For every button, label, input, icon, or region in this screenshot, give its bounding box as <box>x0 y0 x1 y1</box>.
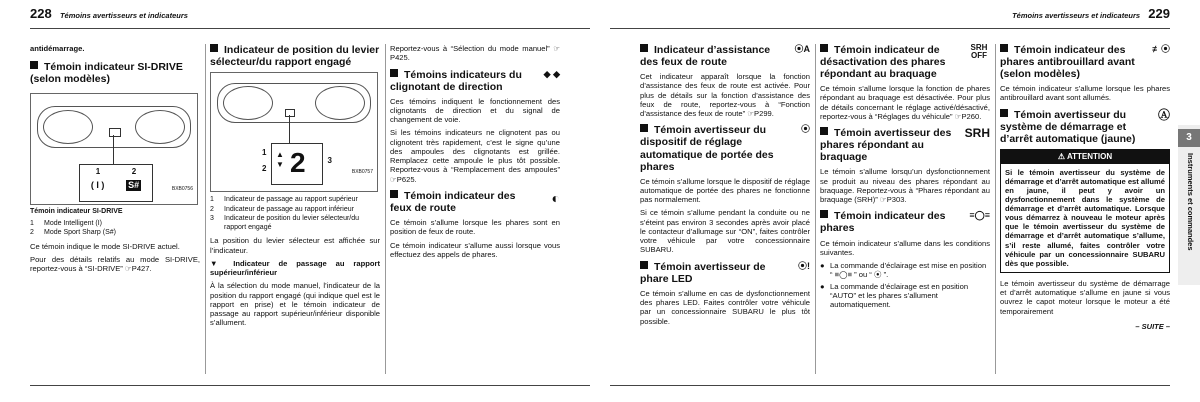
mode-s: S# <box>128 180 140 191</box>
illus-code: BXB0757 <box>351 169 373 176</box>
left-col-3 <box>390 44 560 263</box>
chapter-number: 3 <box>1178 129 1200 147</box>
gutter <box>590 0 610 402</box>
paragraph: Si les témoins indicateurs ne clignotent pas ou clignotent très rapidement, c’est le signe qu’une des ampoules des clignotants est grillée. Remplacez cette ampoule le plus tôt possible. Reportez-vous à “Remplacement des ampoules” ☞P625. <box>390 128 560 184</box>
paragraph: Ce témoin s’allume lorsque les phares sont en position de feux de route. <box>390 218 560 237</box>
section-heading: Témoin indicateur des feux de route ◐ <box>390 189 560 214</box>
headlight-indicator-icon: ≡◯≡ <box>969 210 990 221</box>
left-page <box>0 0 590 402</box>
paragraph: Reportez-vous à “Sélection du mode manuel” ☞P425. <box>390 44 560 63</box>
footer-rule <box>30 385 590 386</box>
gear-indicator-illustration: 1 2 3 ▲ ▼ 2 BXB0757 <box>210 72 378 192</box>
left-col-2 <box>210 44 380 332</box>
footer-rule <box>610 385 1170 386</box>
header-rule <box>610 28 1170 29</box>
left-col-1 <box>30 44 200 278</box>
paragraph: À la sélection du mode manuel, l’indicateur de la position du rapport engagé (qui indique quel est le rapport en prise) et le témoin indicateur de passage au rapport supérieur/inférieur disponible s’allument. <box>210 281 380 328</box>
section-heading: Indicateur d’assistance des feux de route ⦿A <box>640 44 810 69</box>
right-col-1 <box>640 44 810 330</box>
caption-item: 2 Mode Sport Sharp (S#) <box>30 229 116 237</box>
column-separator <box>205 44 206 374</box>
mode-i: ( I ) <box>90 180 105 191</box>
right-col-3 <box>1000 44 1170 331</box>
section-heading: Témoin indicateur SI-DRIVE (selon modèles) <box>30 61 183 86</box>
high-beam-assist-icon: ⦿A <box>794 44 810 54</box>
label-2: 2 <box>262 164 267 174</box>
paragraph: Si ce témoin s’allume pendant la conduite ou ne s’éteint pas environ 3 secondes après avoir placé le contacteur d’allumage sur “ON”, faites contrôler votre véhicule par votre concessionnaire SUBARU. <box>640 208 810 255</box>
paragraph: Cet indicateur apparaît lorsque la fonction d’assistance des feux de route est activée. Pour plus de détails sur la fonction d’assistance des feux de route, reportez-vous à “Fonction d’assistance des feux de route” ☞P299. <box>640 72 810 119</box>
header-rule <box>30 28 590 29</box>
paragraph: Ces témoins indiquent le fonctionnement des clignotants de direction et du signal de changement de voie. <box>390 96 560 125</box>
paragraph: Pour des détails relatifs au mode SI-DRIVE, reportez-vous à “SI-DRIVE” ☞P427. <box>30 255 200 274</box>
header-title: Témoins avertisseurs et indicateurs <box>1012 11 1141 20</box>
label-3: 3 <box>327 156 332 166</box>
paragraph: Ce témoin indique le mode SI-DRIVE actuel. <box>30 241 180 251</box>
caption-title: Témoin indicateur SI-DRIVE <box>30 208 123 216</box>
headlight-leveling-icon: ⦿ <box>800 124 810 135</box>
column-separator <box>995 44 996 374</box>
list-item: 3 Indicateur de position du levier sélecteur/du rapport engagé <box>210 215 360 231</box>
page-header-right <box>610 6 1170 26</box>
paragraph: La position du levier sélecteur est affichée sur l’indicateur. <box>210 236 380 255</box>
paragraph: Le témoin avertisseur du système de démarrage et d’arrêt automatique s’allume en jaune si vous ouvrez le capot moteur lorsque le moteur a été temporairement <box>1000 278 1170 316</box>
paragraph: Ce témoin indicateur s’allume dans les conditions suivantes. <box>820 238 990 257</box>
list-item: 2 Indicateur de passage au rapport inférieur <box>210 205 354 213</box>
srh-icon: SRH <box>964 126 990 141</box>
gear-number: 2 <box>290 147 306 179</box>
section-heading: Témoin avertisseur de phare LED ⦿! <box>640 260 810 285</box>
column-separator <box>385 44 386 374</box>
list-item: ● La commande d’éclairage est en position “AUTO” et les phares s’allument automatiquement. <box>820 281 969 309</box>
top-text: antidémarrage. <box>30 44 85 53</box>
paragraph: Ce témoin indicateur s’allume aussi lorsque vous effectuez des appels de phares. <box>390 240 560 259</box>
chapter-label: Instruments et commandes <box>1186 153 1195 251</box>
section-heading: Témoin indicateur de désactivation des phares répondant au braquage SRH OFF <box>820 44 990 80</box>
illus-code: BXB0756 <box>171 186 193 193</box>
section-heading: Témoins indicateurs du clignotant de direction ◆ ◆ <box>390 68 560 93</box>
section-heading: Indicateur de position du levier sélecteur/du rapport engagé <box>210 44 380 69</box>
led-headlight-warning-icon: ⦿! <box>798 260 810 271</box>
paragraph: Ce témoin s’allume lorsque le dispositif de réglage automatique de portée des phares ne fonctionne pas normalement. <box>640 176 810 205</box>
page-number: 228 <box>30 6 52 21</box>
chapter-tab <box>1178 125 1200 285</box>
sub-heading: ▼ Indicateur de passage au rapport supérieur/inférieur <box>210 258 380 277</box>
warning-text: Si le témoin avertisseur du système de démarrage et d’arrêt automatique est allumé en jaune, il peut y avoir un dysfonctionnement dans le système de démarrage et d’arrêt automatique. Lorsque vous démarrez à nouveau le moteur après que le témoin avertisseur du système de démarrage et d’arrêt automatique s’allume, s’il reste allumé, faites contrôler votre véhicule par un concessionnaire SUBARU dès que possible. <box>1005 167 1165 268</box>
caption-item: 1 Mode Intelligent (I) <box>30 219 102 227</box>
si-drive-illustration <box>30 93 198 205</box>
paragraph: Ce témoin indicateur s’allume lorsque les phares antibrouillard avant sont allumés. <box>1000 84 1170 103</box>
label-1: 1 <box>262 148 267 158</box>
warning-title: ⚠ ATTENTION <box>1001 150 1169 164</box>
right-col-2 <box>820 44 990 311</box>
auto-start-stop-icon: Ⓐ <box>1157 107 1170 122</box>
paragraph: Le témoin s’allume lorsqu’un dysfonctionnement se produit au niveau des phares répondant au braquage. Reportez-vous à “Phares répondant au braquage (SRH)” ☞P303. <box>820 167 990 205</box>
header-title: Témoins avertisseurs et indicateurs <box>59 11 188 20</box>
section-heading: Témoin avertisseur du système de démarrage et d’arrêt automatique (jaune) Ⓐ <box>1000 107 1170 145</box>
section-heading: Témoin indicateur des phares ≡◯≡ <box>820 210 990 235</box>
right-page <box>610 0 1200 402</box>
page-number: 229 <box>1148 6 1170 21</box>
section-heading: Témoin avertisseur du dispositif de réglage automatique de portée des phares ⦿ <box>640 124 810 173</box>
page-header-left <box>30 6 590 26</box>
label-2: 2 <box>131 167 137 177</box>
paragraph: Ce témoin s’allume en cas de dysfonctionnement des phares LED. Faites contrôler votre véhicule par un concessionnaire SUBARU le plus tôt possible. <box>640 288 810 326</box>
paragraph: Ce témoin s’allume lorsque la fonction de phares répondant au braquage est désactivée. Pour plus de détails concernant le réglage activé/désactivé, reportez-vous à “Réglages du véhicule” ☞P260. <box>820 84 990 121</box>
section-heading: Témoin indicateur des phares antibrouillard avant (selon modèles) ≢⦿ <box>1000 44 1170 81</box>
list-item: ● La commande d’éclairage est mise en position “ ≡◯≡ ” ou “ ⦿ ”. <box>820 261 987 280</box>
column-separator <box>815 44 816 374</box>
warning-box <box>1000 149 1170 273</box>
high-beam-icon: ◐ <box>551 189 560 206</box>
list-item: 1 Indicateur de passage au rapport supérieur <box>210 196 358 204</box>
section-heading: Témoin avertisseur des phares répondant au braquage SRH <box>820 126 990 164</box>
srh-off-icon: SRH OFF <box>970 43 988 60</box>
continued-label: – SUITE – <box>1135 321 1170 331</box>
turn-signal-icon: ◆ ◆ <box>543 68 560 79</box>
label-1: 1 <box>95 167 101 177</box>
front-fog-light-icon: ≢⦿ <box>1151 44 1170 54</box>
